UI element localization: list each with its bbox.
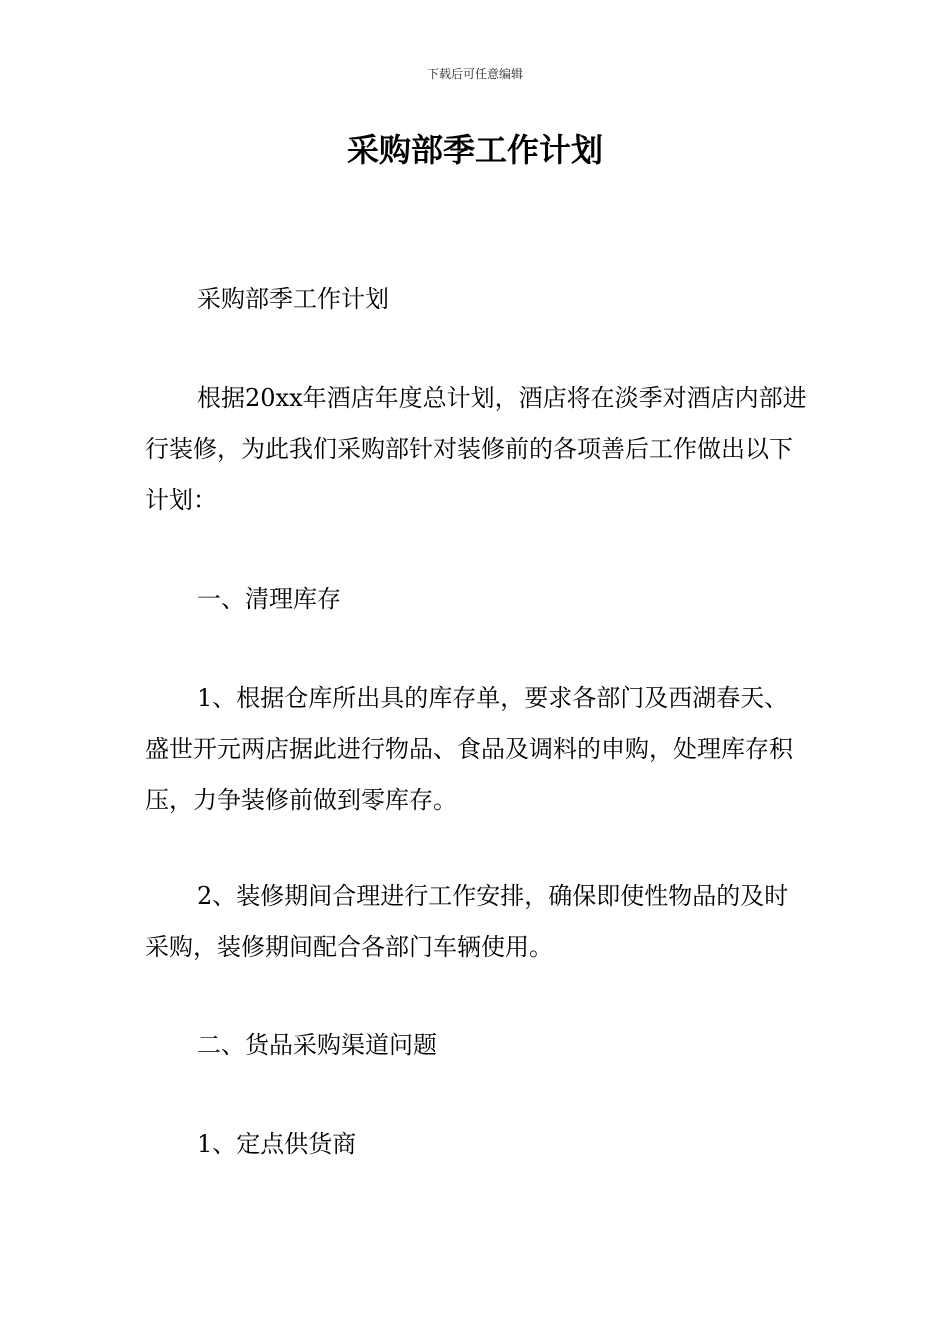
paragraph-item-2: 2、装修期间合理进行工作安排，确保即使性物品的及时采购，装修期间配合各部门车辆使用。 [145,882,789,961]
paragraph-intro: 根据20xx年酒店年度总计划，酒店将在淡季对酒店内部进行装修，为此我们采购部针对装修前的各项善后工作做出以下计划： [145,384,807,514]
document-title: 采购部季工作计划 [346,131,603,169]
paragraph-fixed-supplier: 1、定点供货商 [197,1130,357,1158]
section-heading-inventory: 一、清理库存 [197,585,341,613]
paragraph-item-1: 1、根据仓库所出具的库存单，要求各部门及西湖春天、盛世开元两店据此进行物品、食品及调料的申购，处理库存积压，力争装修前做到零库存。 [145,684,793,814]
section-heading-channels: 二、货品采购渠道问题 [197,1031,437,1059]
page-header-note: 下载后可任意编辑 [426,67,523,81]
paragraph-subtitle: 采购部季工作计划 [197,285,389,313]
